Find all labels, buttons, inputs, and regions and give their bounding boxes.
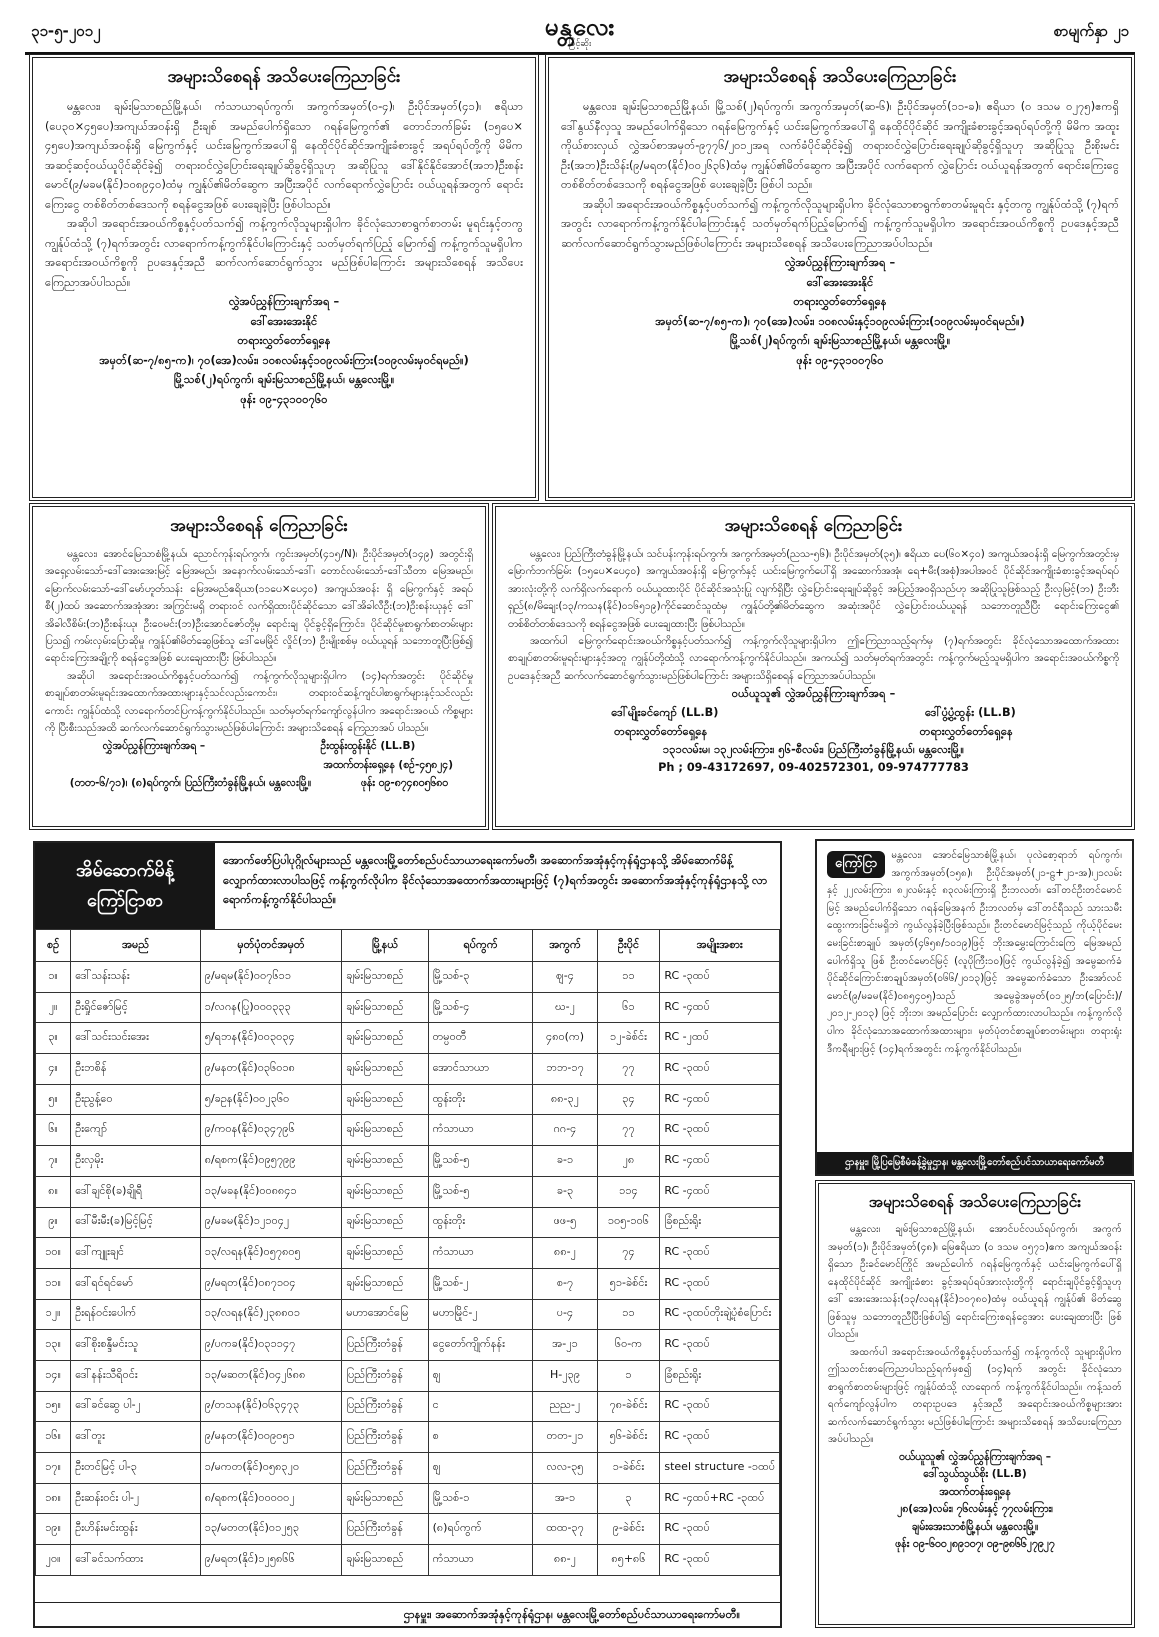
cell-name: ဦးဟိန်းမင်းထွန်း bbox=[71, 1514, 201, 1545]
cell-ward: တမ္ပဝတီ bbox=[428, 1023, 533, 1054]
cell-plot: ၄၈၀(က) bbox=[533, 1023, 597, 1054]
cell-nrc: ၈/ရစက(နိုင်)၀၀၀၀၀၂ bbox=[200, 1483, 341, 1514]
cell-name: ဒေါ်ခင်သက်ထား bbox=[71, 1545, 201, 1576]
table-row bbox=[36, 1483, 780, 1514]
cell-township: ချမ်းမြသာစည် bbox=[342, 1207, 428, 1238]
cell-name: ဒေါ်စိုးစန္ဒီမင်းသူ bbox=[71, 1330, 201, 1361]
cell-plot: တတ-၂၁ bbox=[533, 1422, 597, 1453]
cell-name: ဦးလှမိုး bbox=[71, 1146, 201, 1177]
notice-1-sig-line-1: လွှဲအပ်ညွှန်ကြားချက်အရ – bbox=[228, 295, 340, 308]
cell-plot: ဃ-၂ bbox=[533, 992, 597, 1023]
cell-plot: လလ-၃၅ bbox=[533, 1453, 597, 1484]
cell-no: ၁၆။ bbox=[36, 1422, 71, 1453]
cell-nrc: ၅/ခဥန(နိုင်)၀၀၂၃၆၀ bbox=[200, 1084, 341, 1115]
cell-type: RC -၄ထပ် bbox=[660, 1146, 780, 1177]
cell-name: ဒေါ်ရင်ရင်မော် bbox=[71, 1268, 201, 1299]
table-row bbox=[36, 962, 780, 993]
notice-4-phone: Ph ; 09-43172697, 09-402572301, 09-974777783 bbox=[658, 761, 969, 775]
cell-name: ဒေါ်သင်းသင်းအေး bbox=[71, 1023, 201, 1054]
cell-no: ၂၀။ bbox=[36, 1545, 71, 1576]
cell-ward: ထွန်းတိုး bbox=[428, 1207, 533, 1238]
notice-1 bbox=[29, 54, 539, 501]
notice-1-sig-line-6: ဖုန်း ၀၉-၄၃၁၀၀၇၆၀ bbox=[240, 392, 328, 406]
cell-type: RC -၃ထပ် bbox=[660, 1115, 780, 1146]
table-row bbox=[36, 1330, 780, 1361]
cell-type: steel structure -၁ထပ် bbox=[660, 1453, 780, 1484]
table-row bbox=[36, 1238, 780, 1269]
cell-township: ချမ်းမြသာစည် bbox=[342, 1023, 428, 1054]
notice-2-sig-line-6: ဖုန်း ၀၉-၄၃၁၀၀၇၆၀ bbox=[796, 353, 884, 367]
cell-township: ချမ်းမြသာစည် bbox=[342, 962, 428, 993]
cell-township: ပြည်ကြီးတံခွန် bbox=[342, 1360, 428, 1391]
cell-township: ချမ်းမြသာစည် bbox=[342, 992, 428, 1023]
cell-holding: ၂၈ bbox=[597, 1146, 660, 1177]
notice-4-body-2: အထက်ပါ မြေကွက်ရောင်းအဝယ်ကိစ္စနှင့်ပတ်သက်၍ ကန့်ကွက်လိုသူများရှိပါက ဤကြေညာသည့်ရက်မှ (၇)ရက်အတွင်း ခိုင်လုံသောအထောက်အထား စာချုပ်စာတမ်းမူရင်းများနှင့်အတူ ကျွန်ုပ်တို့ထံသို့ လာရောက်ကန့်ကွက်နိုင်ပါသည်။ အကယ်၍ သတ်မှတ်ရက်အတွင်း ကန့်ကွက်မည့်သူမရှိပါက အရောင်းအဝယ်ကိစ္စကို ဥပဒေနှင့်အညီ ဆက်လက်ဆောင်ရွက်သွားမည်ဖြစ်ပါကြောင်း အများသိရှိစေရန် ကြေညာအပ်ပါသည်။ bbox=[508, 635, 1119, 682]
cell-holding: ၈၅+၈၆ bbox=[597, 1545, 660, 1576]
cell-no: ၄။ bbox=[36, 1054, 71, 1085]
cell-plot: ခ-၁ bbox=[533, 1146, 597, 1177]
notice-5 bbox=[815, 1180, 1135, 1628]
notice-4-body-1: မန္တလေး၊ ပြည်ကြီးတံခွန်မြို့နယ်၊ သင်ပန်းကုန်းရပ်ကွက်၊ အကွက်အမှတ်(ညသ-၅၆)၊ ဦးပိုင်အမှတ်(၃၅)၊ ဧရိယာ ပေ(၆၀×၄၀) အကျယ်အဝန်းရှိ မြေကွက်အတွင်းမှ မြောက်ဘက်ခြမ်း (၁၅ပေ×ပေ၄၀) အကျယ်အဝန်းရှိ မြေကွက်နှင့် ယင်းမြေကွက်ပေါ်ရှိ အဆောက်အအုံ၊ ရေ+မီး(အစုံ)အပါအဝင် ပိုင်ဆိုင်အကျိုးခံစားခွင့်အရပ်ရပ်အားလုံးတို့ကို လက်ရှိလက်ရောက် ဝယ်ယူထားပိုင် ပိုင်ဆိုင်အသုံးပြု လျက်ရှိပြီး လွှဲပြောင်းရေးချုပ်ဆိုခွင့် အပြည့်အဝရှိသည်ဟု အဆိုပြုသူဖြစ်သည့် ဦးလှမြင့်(ဘ) ဦးဘီးရှည်(၈/မိချေး(၁၃/ကသန(နိုင်)၀၁၆၅၁၉)ကိုင်ဆောင်သူထံမှ ကျွန်ုပ်တို့၏မိတ်ဆွေက အဆုံးအပိုင် လွှဲပြောင်းဝယ်ယူရန် သဘောတူညီပြီး ရောင်းကြေးငွေ၏ တစ်စိတ်တစ်ဒေသကို စရန်ငွေအဖြစ် ပေးချေထားပြီး ဖြစ်ပါသည်။ bbox=[508, 548, 1119, 630]
cell-nrc: ၁၃/လရန(နိုင်)၂၃၈၈၀၁ bbox=[200, 1299, 341, 1330]
cell-name: ဦးညွန့်ဝေ bbox=[71, 1084, 201, 1115]
logo-main: မန္တလေး bbox=[544, 12, 616, 41]
notice-1-title: အများသိစေရန် အသိပေးကြေညာခြင်း bbox=[167, 67, 401, 87]
cell-name: ဒေါ်ခင်ဆွေ ပါ-၂ bbox=[71, 1391, 201, 1422]
building-permit-label-line-2: ကြော်ငြာစာ bbox=[86, 890, 164, 911]
cell-holding: ၁၁ bbox=[597, 962, 660, 993]
cell-no: ၁၁။ bbox=[36, 1268, 71, 1299]
cell-no: ၁၈။ bbox=[36, 1483, 71, 1514]
cell-no: ၁၉။ bbox=[36, 1514, 71, 1545]
notice-3-sig-name: ဦးထွန်းထွန်းနိုင် (LL.B) bbox=[320, 740, 416, 753]
cell-plot: ၈၈-၃၂ bbox=[533, 1084, 597, 1115]
col-header-type: အမျိုးအစား bbox=[660, 930, 780, 962]
cell-nrc: ၁/လဂန(ပြု)၀၀၀၃၃၃ bbox=[200, 992, 341, 1023]
cell-name: ဦးရှိုင်ဇော်မြင့် bbox=[71, 992, 201, 1023]
building-permit-intro: အောက်ဖော်ပြပါပုဂ္ဂိုလ်များသည် မန္တလေးမြို့တော်စည်ပင်သာယာရေးကော်မတီ၊ အဆောက်အအုံနှင့်ကုန်ရုံဌာနသို့ အိမ်ဆောက်မိန့် လျှောက်ထားလာပါသဖြင့် ကန့်ကွက်လိုပါက ခိုင်လုံသောအထောက်အထားများဖြင့် (၇)ရက်အတွင်း အဆောက်အအုံနှင့်ကုန်ရုံဌာနသို့ လာရောက်ကန့်ကွက်နိုင်ပါသည်။ bbox=[223, 854, 768, 906]
cell-nrc: ၉/မရမ(နိုင်)၀၀၇၆၁၁ bbox=[200, 962, 341, 993]
notice-4 bbox=[492, 503, 1135, 830]
cell-no: ၈။ bbox=[36, 1176, 71, 1207]
col-header-no: စဉ် bbox=[36, 930, 71, 962]
cell-ward: ထွန်းတိုး bbox=[428, 1084, 533, 1115]
cell-nrc: ၉/မနတ(နိုင်)၀၀၉၀၅၁ bbox=[200, 1422, 341, 1453]
cell-holding: ၆၀-က bbox=[597, 1330, 660, 1361]
notice-5-sig-line-2: ဒေါ်သွယ်သွယ်စိုး (LL.B) bbox=[923, 1468, 1027, 1480]
cell-holding: ၇၄ bbox=[597, 1238, 660, 1269]
cell-type: RC -၃ထပ် bbox=[660, 1238, 780, 1269]
cell-no: ၁၅။ bbox=[36, 1391, 71, 1422]
cell-no: ၅။ bbox=[36, 1084, 71, 1115]
cell-name: ဒေါ်မီးမီး(ခ)မြင့်မြင့် bbox=[71, 1207, 201, 1238]
building-permit-footer: ဌာနမှူး၊ အဆောက်အအုံနှင့်ကုန်ရုံဌာန၊ မန္တလေးမြို့တော်စည်ပင်သာယာရေးကော်မတီ။ bbox=[35, 1602, 780, 1626]
cell-type: RC -၃ထပ် bbox=[660, 962, 780, 993]
notice-5-sig-line-5: ချမ်းအေးသာစံမြို့နယ်၊ မန္တလေးမြို့။ bbox=[911, 1520, 1039, 1533]
cell-holding: ၁-ခဲစ်င်း bbox=[597, 1453, 660, 1484]
cell-no: ၂။ bbox=[36, 992, 71, 1023]
cell-township: ပြည်ကြီးတံခွန် bbox=[342, 1422, 428, 1453]
cell-no: ၁။ bbox=[36, 962, 71, 993]
notice-2-signature bbox=[561, 253, 1119, 370]
cell-type: RC -၃ထပ် bbox=[660, 1514, 780, 1545]
cell-township: ချမ်းမြသာစည် bbox=[342, 1238, 428, 1269]
cell-plot: ထထ-၃၇ bbox=[533, 1514, 597, 1545]
cell-holding: ၁ bbox=[597, 1360, 660, 1391]
cell-nrc: ၁/မကတ(နိုင်)၀၅၈၃၂၀ bbox=[200, 1453, 341, 1484]
notice-4-lawyer-1-name: ဒေါ်မျိုးခင်ကျော် (LL.B) bbox=[611, 706, 719, 720]
notice-1-signature bbox=[45, 292, 523, 409]
notice-3-title: အများသိစေရန် ကြေညာခြင်း bbox=[170, 516, 348, 536]
cell-nrc: ၅/ရဘန(နိုင်)၀၀၃၀၃၄ bbox=[200, 1023, 341, 1054]
notice-3-sig-phone: ဖုန်း ၀၉-၈၇၄၈၀၅၆၈၀ bbox=[360, 777, 449, 790]
notice-3-sig-address: (တတ-၆/၇၁)၊ (၈)ရပ်ကွက်၊ ပြည်ကြီးတံခွန်မြို့နယ်၊ မန္တလေးမြို့။ bbox=[69, 777, 312, 790]
notice-3-body-1: မန္တလေး၊ အောင်မြေသာစံမြို့နယ်၊ ညောင်ကုန်းရပ်ကွက်၊ ကွင်းအမှတ်(၄၁၅/N)၊ ဦးပိုင်အမှတ်(၁၄၉) အတွင်းရှိ အရှေ့လမ်းသော်-ဒေါ်အေးအေးမြင့် မြေအမည်၊ အနောက်လမ်းသော်-ဒေါ်၊ တောင်လမ်းသော်-ဒေါ်သီတာ မြေအမည်၊ မြောက်လမ်းသော်-ဒေါ်မော်ဟူတ်သန်း မြေအမည်ဧရိယာ(၁၁ပေ×ပေ၄၀) အကျယ်အဝန်း ရှိ မြေကွက်နှင့် အရပ်စီ(၂)ထပ် အဆောက်အအုံအား အကြွင်းမရှိ တရားဝင် လက်ရှိထားပိုင်ဆိုင်သော ဒေါ်အိခါလီဦး(ဘ)ဦးစန်းယုနှင့် ဒေါ်အိခါလီစိမ်း(ဘ)ဦးစန်းယု၊ ဦးဝေမင်း(ဘ)ဦးအောင်ဇော်တို့မှ ရောင်းချ ပိုင်ခွင့်ရှိကြောင်း၊ ပိုင်ဆိုင်မှုစာရွက်စာတမ်းများပြသ၍ ကမ်းလှမ်းပြောဆိုမှု ကျွန်ုပ်၏မိတ်ဆွေဖြစ်သူ ဒေါ်မေမြိုင် လှိုင်(ဘ) ဦးမျိုးစစ်မှ ဝယ်ယူရန် သဘောတူပြီးဖြစ်၍ ရောင်းကြေးအချို့ကို စရန်ငွေအဖြစ် ပေးချေထားပြီး ဖြစ်ပါသည်။ bbox=[45, 548, 473, 665]
cell-nrc: ၁၃/မခန(နိုင်)၀၀၈၈၄၁ bbox=[200, 1176, 341, 1207]
cell-holding: ၇၇ bbox=[597, 1115, 660, 1146]
notice-4-sig-instruction: ဝယ်ယူသူ၏ လွှဲအပ်ညွှန်ကြားချက်အရ – bbox=[731, 687, 896, 701]
table-row bbox=[36, 1422, 780, 1453]
cell-ward: ကံသာယာ bbox=[428, 1238, 533, 1269]
cell-type: RC -၄ထပ်+RC -၃ထပ် bbox=[660, 1483, 780, 1514]
side-advertisement-text: မန္တလေး၊ အောင်မြေသာစံမြို့နယ်၊ ပုလဲစော့ရာဘ် ရပ်ကွက်၊ အကွက်အမှတ်(၁၅၈)၊ ဦးပိုင်အမှတ်(၂၁-ဠ+၂၁-အ)၊၂၁လမ်းနှင့် ၂၂လမ်းကြား၊ ၈၂လမ်းနှင့် ၈၃လမ်းကြားရှိ ဦးဘလတ်၊ ဒေါ်တင်ဦးတင်မောင်မြင့် အမည်ပေါက်ရှိသော ဂရန်မြေအနက် ဦးဘလတ်မှ ဒေါ်တင်ရီသည် သားသမီး ထွေးကားခြင်းမရှိဘဲ ကွယ်လွန်ခဲ့ပြီးဖြစ်သည်။ ဦးတင်မောင်မြင့်သည် ကိုယ့်ပိုင်မေးမေးခြင်းစာချုပ် အမှတ်(၄၆၅၈/၁၀၁၉)ဖြင့် ဘိုးအမွှေးကြောင်းကြေ မြေအမည်ပေါက်ရှိသူ ဖြစ် ဦးတင်မောင်မြင့် (လူပိုကြီး၁၀)ဖြင့် ကွယ်လွန်ခဲ့၍ အမွေဆက်ခံပိုင်ဆိုင်ကြောင်းစာချုပ်အမှတ်(၀၆၆/၂၀၁၃)ဖြင့် အမွေဆက်ခံသော ဦးအော်လင်မောင်(၉/မခမ(နိုင်)၀၈၅၄၀၅)သည် အမွေခွဲအမှတ်(၀၁၂၅/ဘ(ပြောင်း)/၂၀၁၂-၂၀၁၃) ဖြင့် ဘိုးဘ၊ အမည်ပြောင်း လျှောက်ထားလာပါသည်။ ကန့်ကွက်လိုပါက ခိုင်လုံသောအထောက်အထားများ၊ မှတ်ပုံတင်စာချုပ်စာတမ်းများ၊ တရားရုံး ဒီကရီများဖြင့် (၁၄)ရက်အတွင်း ကန့်ကွက်နိုင်ပါသည်။ bbox=[827, 850, 1122, 1055]
cell-nrc: ၉/ပကခ(နိုင်)၀၃၁၁၄၇ bbox=[200, 1330, 341, 1361]
cell-type: ခြံစည်းရိုး bbox=[660, 1360, 780, 1391]
cell-nrc: ၉/မခမ(နိုင်)၁၂၁၀၄၂ bbox=[200, 1207, 341, 1238]
notice-5-title: အများသိစေရန် အသိပေးကြေညာခြင်း bbox=[868, 1193, 1082, 1211]
cell-type: RC -၃ထပ် bbox=[660, 1268, 780, 1299]
newspaper-logo bbox=[525, 14, 635, 48]
cell-holding: ၇၈-ခဲစ်င်း bbox=[597, 1391, 660, 1422]
cell-no: ၁၀။ bbox=[36, 1238, 71, 1269]
notice-4-lawyer-2-name: ဒေါ်ပွံ့ပွံ့ထွန်း (LL.B) bbox=[924, 706, 1016, 720]
cell-nrc: ၉/မရတ(နိုင်)၁၂၅၈၆၆ bbox=[200, 1545, 341, 1576]
cell-ward: အောင်သာယာ bbox=[428, 1054, 533, 1085]
cell-plot: ဂဂ-၄ bbox=[533, 1115, 597, 1146]
notice-2-sig-line-4: အမှတ်(ဆ-၇/၈၅-က)၊ ၇၀(အေ)လမ်း၊ ၁၀၈လမ်းနှင့်၁၀၉လမ်းကြား(၁၀၉လမ်းမှဝင်ရမည်။) bbox=[655, 314, 1025, 328]
cell-name: ဒေါ်ချင်စို(ခ)ချိုရီ bbox=[71, 1176, 201, 1207]
notice-4-lawyer-1-title: တရားလွှတ်တော်ရှေ့နေ bbox=[614, 725, 708, 739]
col-header-holding: ဦးပိုင် bbox=[597, 930, 660, 962]
cell-nrc: ၉/မရတ(နိုင်)၀၈၇၁၀၄ bbox=[200, 1268, 341, 1299]
table-row bbox=[36, 1115, 780, 1146]
cell-nrc: ၉/မနတ(နိုင်)၀၃၆၀၁၈ bbox=[200, 1054, 341, 1085]
cell-township: ပြည်ကြီးတံခွန် bbox=[342, 1330, 428, 1361]
logo-sub: မြင့်ဆိုး bbox=[568, 39, 592, 49]
cell-holding: ၁၁ bbox=[597, 1299, 660, 1330]
table-row bbox=[36, 992, 780, 1023]
table-row bbox=[36, 1084, 780, 1115]
cell-plot: ဖဖ-၅ bbox=[533, 1207, 597, 1238]
notice-3-sig-title: အထက်တန်းရှေ့နေ (စဉ်-၄၅၈၂၄) bbox=[323, 759, 453, 772]
cell-township: ချမ်းမြသာစည် bbox=[342, 1146, 428, 1177]
cell-township: ချမ်းမြသာစည် bbox=[342, 1545, 428, 1576]
cell-plot: စ-၇ bbox=[533, 1268, 597, 1299]
cell-township: ချမ်းမြသာစည် bbox=[342, 1115, 428, 1146]
cell-type: RC -၃ထပ် bbox=[660, 1054, 780, 1085]
cell-ward: စ bbox=[428, 1422, 533, 1453]
cell-type: RC -၃ထပ် bbox=[660, 1545, 780, 1576]
cell-ward: မြို့သစ်-၅ bbox=[428, 1146, 533, 1177]
cell-ward: မြို့သစ်-၅ bbox=[428, 1176, 533, 1207]
cell-plot: ပ-၄ bbox=[533, 1299, 597, 1330]
cell-no: ၁၇။ bbox=[36, 1453, 71, 1484]
cell-township: ချမ်းမြသာစည် bbox=[342, 1483, 428, 1514]
cell-nrc: ၈/ရစက(နိုင်)၀၉၅၇၉၉ bbox=[200, 1146, 341, 1177]
cell-plot: ဘဘ-၁၇ bbox=[533, 1054, 597, 1085]
table-row bbox=[36, 1545, 780, 1576]
notice-5-signature bbox=[828, 1449, 1122, 1554]
cell-nrc: ၁၃/မတတ(နိုင်)၀၁၂၅၃ bbox=[200, 1514, 341, 1545]
cell-type: RC -၄ထပ် bbox=[660, 1176, 780, 1207]
notice-4-lawyers-names bbox=[508, 703, 1119, 722]
table-row bbox=[36, 1146, 780, 1177]
cell-plot: H-၂၃၉ bbox=[533, 1360, 597, 1391]
cell-name: ဦးဆန်းဝင်း ပါ-၂ bbox=[71, 1483, 201, 1514]
notice-3-signature-row-2 bbox=[45, 774, 473, 793]
notice-2-body-1: မန္တလေး၊ ချမ်းမြသာစည်မြို့နယ်၊ မြို့သစ်(၂)ရပ်ကွက်၊ အကွက်အမှတ်(ဆ-၆)၊ ဦးပိုင်အမှတ်(၁၁-ခ)၊ ဧရိယာ (၀ ဒသမ ၀၂၇၅)ဧကရှိ ဒေါ်နွယ်နီလှသူ အမည်ပေါက်ရှိသော ဂရန်မြေကွက်နှင့် ယင်းမြေကွက်အပေါ်ရှိ နေထိုင်ပိုင်ဆိုင် အကျိုးခံစားခွင့်အရပ်ရပ်တို့ကို မိမိက အထူးကိုယ်စားလှယ် လွှဲအပ်စာအမှတ်-၉၇၇၆/၂၀၁၂အရ လက်ခံပိုင်ဆိုင်ခဲ့၍ တရားဝင်လွှဲပြောင်းရေးချုပ်ဆိုခွင့်ရှိသူဟု အဆိုပြုသူ ဦးစိုးမင်းဦး(အဘ)ဦးသိန်း(၉/မရတ(နိုင်)၀၀၂၆၃၆)ထံမှ ကျွန်ုပ်၏မိတ်ဆွေက အပြီးအပိုင် လက်ရောက် လွှဲပြောင်း ဝယ်ယူရန်အတွက် ရောင်းကြေးငွေ တစ်စိတ်တစ်ဒေသကို စရန်ငွေအဖြစ် ပေးချေခဲ့ပြီး ဖြစ်ပါ သည်။ bbox=[561, 100, 1119, 191]
issue-date: ၃၁-၅-၂၀၁၂ bbox=[31, 22, 101, 40]
building-permit-label bbox=[35, 843, 215, 929]
notice-5-sig-line-3: အထက်တန်းရှေ့နေ bbox=[939, 1485, 1011, 1498]
cell-name: ဒေါ်ကျူးချင် bbox=[71, 1238, 201, 1269]
cell-township: ပြည်ကြီးတံခွန် bbox=[342, 1453, 428, 1484]
cell-holding: ၅၁-ခဲစ်င်း bbox=[597, 1268, 660, 1299]
cell-township: ချမ်းမြသာစည် bbox=[342, 1268, 428, 1299]
cell-no: ၁၃။ bbox=[36, 1330, 71, 1361]
building-permit-label-line-1: အိမ်ဆောက်မိန့် bbox=[76, 860, 174, 881]
cell-ward: မြို့သစ်-၂ bbox=[428, 1268, 533, 1299]
cell-nrc: ၁၃/မဆတ(နိုင်)၀၄၂၆၈၈ bbox=[200, 1360, 341, 1391]
cell-holding: ၁၁၄ bbox=[597, 1176, 660, 1207]
notice-2-title: အများသိစေရန် အသိပေးကြေညာခြင်း bbox=[723, 67, 957, 87]
notice-2-body-2: အဆိုပါ အရောင်းအဝယ်ကိစ္စနှင့်ပတ်သက်၍ ကန့်ကွက်လိုသူများရှိပါက ခိုင်လုံသောစာရွက်စာတမ်းမူရင်း နှင့်တကွ ကျွန်ုပ်ထံသို့ (၇)ရက်အတွင်း လာရောက်ကန့်ကွက်နိုင်ပါကြောင်းနှင့် သတ်မှတ်ရက်ပြည့်မြောက်၍ ကန့်ကွက်သူမရှိပါက အရောင်းအဝယ်ကိစ္စကို ဥပဒေနှင့်အညီ ဆက်လက်ဆောင်ရွက်သွားမည်ဖြစ်ပါကြောင်း အများသိစေရန် အသိပေးကြေညာအပ်ပါသည်။ bbox=[561, 197, 1119, 250]
notice-4-address: ၁၃၁လမ်းမ၊ ၁၃၂လမ်းကြား၊ ၅၆-စီလမ်း၊ ပြည်ကြီးတံခွန်မြို့နယ်၊ မန္တလေးမြို့။ bbox=[662, 743, 965, 757]
cell-ward: ဈ bbox=[428, 1453, 533, 1484]
notice-1-body-2: အဆိုပါ အရောင်းအဝယ်ကိစ္စနှင့်ပတ်သက်၍ ကန့်ကွက်လိုသူများရှိပါက ခိုင်လုံသောစာရွက်စာတမ်း မူရင်းနှင့်တကွ ကျွန်ုပ်ထံသို့ (၇)ရက်အတွင်း လာရောက်ကန့်ကွက်နိုင်ပါကြောင်းနှင့် သတ်မှတ်ရက်ပြည့် မြောက်၍ ကန့်ကွက်သူမရှိပါက အရောင်းအဝယ်ကိစ္စကို ဥပဒေနှင့်အညီ ဆက်လက်ဆောင်ရွက်သွား မည်ဖြစ်ပါကြောင်း အများသိစေရန် အသိပေးကြေညာအပ်ပါသည်။ bbox=[45, 217, 523, 289]
notice-5-sig-line-4: ၂၈(အေ)လမ်း၊ ၇၆လမ်းနှင့် ၇၇လမ်းကြား၊ bbox=[897, 1503, 1053, 1515]
notice-1-sig-line-5: မြို့သစ်(၂)ရပ်ကွက်၊ ချမ်းမြသာစည်မြို့နယ်၊ မန္တလေးမြို့။ bbox=[173, 373, 395, 386]
cell-ward: မဟာမြိုင်-၂ bbox=[428, 1299, 533, 1330]
cell-plot: အ-၂၁ bbox=[533, 1330, 597, 1361]
cell-nrc: ၉/တသန(နိုင်)၀၆၃၄၇၃ bbox=[200, 1391, 341, 1422]
notice-4-lawyers-titles bbox=[508, 722, 1119, 741]
cell-nrc: ၉/ကဝန(နိုင်)၀၃၄၇၉၆ bbox=[200, 1115, 341, 1146]
cell-ward: (၈)ရပ်ကွက် bbox=[428, 1514, 533, 1545]
side-advertisement-footer: ဌာနမှူး၊ မြို့ပြမြေစီမံခန့်ခွဲမှုဌာန၊ မန္တလေးမြို့တော်စည်ပင်သာယာရေးကော်မတီ bbox=[817, 1152, 1132, 1174]
notice-2 bbox=[545, 54, 1135, 501]
cell-township: ချမ်းမြသာစည် bbox=[342, 1084, 428, 1115]
notice-5-sig-line-1: ဝယ်ယူသူ၏ လွှဲအပ်ညွှန်ကြားချက်အရ – bbox=[899, 1450, 1051, 1463]
table-row bbox=[36, 1268, 780, 1299]
notice-3-signature-row-1 bbox=[45, 737, 473, 756]
cell-ward: မြို့သစ်-၄ bbox=[428, 992, 533, 1023]
cell-plot: ၈၈-၂ bbox=[533, 1238, 597, 1269]
cell-type: RC -၃ထပ် bbox=[660, 1391, 780, 1422]
table-header-row bbox=[36, 930, 780, 962]
cell-type: RC -၄ထပ် bbox=[660, 1084, 780, 1115]
cell-ward: ဈ bbox=[428, 1360, 533, 1391]
cell-township: ပြည်ကြီးတံခွန် bbox=[342, 1514, 428, 1545]
cell-name: ဦးရန်ဝင်းပေါက် bbox=[71, 1299, 201, 1330]
cell-name: ဒေါ်တူး bbox=[71, 1422, 201, 1453]
building-permit-notice bbox=[33, 841, 782, 1628]
cell-plot: ၈၈-၂ bbox=[533, 1545, 597, 1576]
cell-type: RC -၂ထပ် bbox=[660, 1023, 780, 1054]
notice-4-lawyer-2-title: တရားလွှတ်တော်ရှေ့နေ bbox=[919, 725, 1013, 739]
cell-name: ဦးတင်မြင့် ပါ-၃ bbox=[71, 1453, 201, 1484]
notice-2-sig-line-3: တရားလွှတ်တော်ရှေ့နေ bbox=[793, 295, 887, 308]
notice-5-sig-line-6: ဖုန်း ၀၉-၆၀၀၂၈၉၁၀၇၊ ၀၉-၉၈၆၆၂၇၉၂၇ bbox=[895, 1538, 1055, 1550]
cell-ward: မြို့သစ်-၃ bbox=[428, 962, 533, 993]
cell-holding: ၁၀၅-၁၀၆ bbox=[597, 1207, 660, 1238]
cell-nrc: ၁၃/လရန(နိုင်)၀၅၇၈၀၅ bbox=[200, 1238, 341, 1269]
table-row bbox=[36, 1207, 780, 1238]
cell-no: ၁၂။ bbox=[36, 1299, 71, 1330]
cell-holding: ၃ bbox=[597, 1483, 660, 1514]
notice-1-sig-line-2: ဒေါ်အေးအေးနိုင် bbox=[250, 314, 318, 328]
cell-holding: ၃၄ bbox=[597, 1084, 660, 1115]
cell-type: RC -၃ထပ် bbox=[660, 1330, 780, 1361]
notice-3-body-2: အဆိုပါ အရောင်းအဝယ်ကိစ္စနှင့်ပတ်သက်၍ ကန့်ကွက်လိုသူများရှိပါက (၁၄)ရက်အတွင်း ပိုင်ဆိုင်မှု စာချုပ်စာတမ်းမူရင်းအထောက်အထားများနှင့်သင်လည်းကောင်း၊ တရားဝင်ဆန့်ကျင်ပါစာရွက်များနှင့်သင်လည်း ကောင်း ကျွန်ုပ်ထံသို့ လာရောက်တင်ပြကန့်ကွက်နိုင်ပါသည်။ သတ်မှတ်ရက်ကျော်လွန်ပါက အရောင်းအဝယ် ကိစ္စများကို ပြီးစီးသည်အထိ ဆက်လက်ဆောင်ရွက်သွားမည်ဖြစ်ပါကြောင်း အများသိစေရန် ကြေညာအပ် ပါသည်။ bbox=[45, 669, 473, 735]
col-header-plot: အကွက် bbox=[533, 930, 597, 962]
notice-2-sig-line-5: မြို့သစ်(၂)ရပ်ကွက်၊ ချမ်းမြသာစည်မြို့နယ်၊ မန္တလေးမြို့။ bbox=[729, 334, 951, 347]
notice-5-body-2: အထက်ပါ အရောင်းအဝယ်ကိစ္စနှင့်ပတ်သက်၍ ကန့်ကွက်လို သူများရှိပါက ဤသတင်းစာကြေညာပါသည့်ရက်မှစ၍ (၁၄)ရက် အတွင်း ခိုင်လုံသောစာရွက်စာတမ်းများဖြင့် ကျွန်ုပ်ထံသို့ လာရောက် ကန့်ကွက်နိုင်ပါသည်။ ကန့်သတ်ရက်ကျော်လွန်ပါက တရားဥပဒေ နှင့်အညီ အရောင်းအဝယ်ကိစ္စများအား ဆက်လက်ဆောင်ရွက်သွား မည်ဖြစ်ပါကြောင်း အများသိစေရန် အသိပေးကြေညာအပ်ပါသည်။ bbox=[828, 1346, 1122, 1445]
cell-type: RC -၃ထပ် bbox=[660, 1422, 780, 1453]
notice-3 bbox=[29, 503, 489, 830]
cell-township: ပြည်ကြီးတံခွန် bbox=[342, 1391, 428, 1422]
notice-1-sig-line-4: အမှတ်(ဆ-၇/၈၅-က)၊ ၇၀(အေ)လမ်း၊ ၁၀၈လမ်းနှင့်၁၀၉လမ်းကြား(၁၀၉လမ်းမှဝင်ရမည်။) bbox=[99, 353, 469, 367]
cell-no: ၉။ bbox=[36, 1207, 71, 1238]
cell-no: ၃။ bbox=[36, 1023, 71, 1054]
cell-holding: ၇၇ bbox=[597, 1054, 660, 1085]
cell-township: မဟာအောင်မြေ bbox=[342, 1299, 428, 1330]
notice-2-sig-line-2: ဒေါ်အေးအေးနိုင် bbox=[806, 275, 874, 289]
side-advertisement bbox=[815, 839, 1134, 1176]
cell-ward: ငွေတော်ကျိုက်နန်း bbox=[428, 1330, 533, 1361]
building-permit-rows bbox=[36, 962, 780, 1576]
cell-holding: ၉-ခဲစ်င်း bbox=[597, 1514, 660, 1545]
page-header bbox=[25, 14, 1135, 48]
advertisement-badge: ကြော်ငြာ bbox=[827, 851, 885, 878]
cell-name: ဒေါ်နန်းသီရိဝင်း bbox=[71, 1360, 201, 1391]
cell-township: ချမ်းမြသာစည် bbox=[342, 1176, 428, 1207]
col-header-name: အမည် bbox=[71, 930, 201, 962]
cell-ward: ကံသာယာ bbox=[428, 1545, 533, 1576]
table-row bbox=[36, 1514, 780, 1545]
cell-plot: ညည-၂ bbox=[533, 1391, 597, 1422]
cell-type: RC -၄ထပ် bbox=[660, 992, 780, 1023]
cell-holding: ၅၆-ခဲစ်င်း bbox=[597, 1422, 660, 1453]
table-row bbox=[36, 1023, 780, 1054]
building-permit-header bbox=[35, 843, 780, 930]
cell-plot: ခ-၃ bbox=[533, 1176, 597, 1207]
table-row bbox=[36, 1054, 780, 1085]
table-row bbox=[36, 1299, 780, 1330]
cell-no: ၆။ bbox=[36, 1115, 71, 1146]
notice-2-sig-line-1: လွှဲအပ်ညွှန်ကြားချက်အရ – bbox=[784, 256, 896, 269]
cell-plot: အ-၁ bbox=[533, 1483, 597, 1514]
cell-ward: မြို့သစ်-၁ bbox=[428, 1483, 533, 1514]
cell-ward: င bbox=[428, 1391, 533, 1422]
notice-1-sig-line-3: တရားလွှတ်တော်ရှေ့နေ bbox=[237, 334, 331, 347]
table-row bbox=[36, 1176, 780, 1207]
cell-township: ချမ်းမြသာစည် bbox=[342, 1054, 428, 1085]
page-number: စာမျက်နှာ ၂၁ bbox=[1053, 22, 1129, 40]
cell-type: ခြံစည်းရိုး bbox=[660, 1207, 780, 1238]
col-header-nrc: မှတ်ပုံတင်အမှတ် bbox=[200, 930, 341, 962]
table-row bbox=[36, 1391, 780, 1422]
cell-name: ဦးဘစိန် bbox=[71, 1054, 201, 1085]
cell-ward: ကံသာယာ bbox=[428, 1115, 533, 1146]
table-row bbox=[36, 1453, 780, 1484]
cell-name: ဒေါ်သန်းသန်း bbox=[71, 962, 201, 993]
cell-plot: ဈ-၄ bbox=[533, 962, 597, 993]
cell-holding: ၁၂-ခဲစ်င်း bbox=[597, 1023, 660, 1054]
cell-holding: ၆၁ bbox=[597, 992, 660, 1023]
notice-5-body-1: မန္တလေး၊ ချမ်းမြသာစည်မြို့နယ်၊ အောင်ပင်လယ်ရပ်ကွက်၊ အကွက်အမှတ်(၁)၊ ဦးပိုင်အမှတ်(၄၈)၊ မြေဧရိယာ (၀ ဒသမ ၀၅၇၁)ဧက အကျယ်အဝန်းရှိသော ဦးခင်မောင်ကြိုင် အမည်ပေါက် ဂရန်မြေကွက်နှင့် ယင်းမြေကွက်ပေါ်ရှိ နေထိုင်ပိုင်ဆိုင် အကျိုးခံစား ခွင့်အရပ်ရပ်အားလုံးတို့ကို ရောင်းချပိုင်ခွင့်ရှိသူဟု ဒေါ် အေးအေးသန်း(၁၃/လရန(နိုင်)၁၀၇၈၀)ထံမှ ဝယ်ယူရန် ကျွန်ုပ်၏ မိတ်ဆွေဖြစ်သူမှ သဘောတူညီပြီးဖြစ်ပါ၍ ရောင်းကြေးစရန်ငွေအား ပေးချေထားပြီး ဖြစ်ပါသည်။ bbox=[828, 1224, 1122, 1340]
cell-type: RC -၃ထပ်တိုးချဲ့ပုံစံပြောင်း bbox=[660, 1299, 780, 1330]
table-row bbox=[36, 1360, 780, 1391]
cell-name: ဦးကျော် bbox=[71, 1115, 201, 1146]
col-header-township: မြို့နယ် bbox=[342, 930, 428, 962]
cell-no: ၁၄။ bbox=[36, 1360, 71, 1391]
notice-4-title: အများသိစေရန် ကြေညာခြင်း bbox=[724, 516, 903, 536]
notice-3-sig-instruction: လွှဲအပ်ညွှန်ကြားချက်အရ – bbox=[102, 740, 206, 753]
col-header-ward: ရပ်ကွက် bbox=[428, 930, 533, 962]
building-permit-table bbox=[35, 929, 780, 1576]
notice-1-body-1: မန္တလေး၊ ချမ်းမြသာစည်မြို့နယ်၊ ကံသာယာရပ်ကွက်၊ အကွက်အမှတ်(၀-၄)၊ ဦးပိုင်အမှတ်(၄၁)၊ ဧရိယာ (ပေ၃၀×၄၅ပေ)အကျယ်အဝန်းရှိ ဦးချစ် အမည်ပေါက်ရှိသော ဂရန်မြေကွက်၏ တောင်ဘက်ခြမ်း (၁၅ပေ× ၄၅ပေ)အကျယ်အဝန်းရှိ မြေကွက်နှင့် ယင်းမြေကွက်အပေါ်ရှိ နေထိုင်ပိုင်ဆိုင်အကျိုးခံစားခွင့် အရပ်ရပ်တို့ကို မိမိက အဆင့်ဆင့်ဝယ်ယူပိုင်ဆိုင်ခဲ့၍ တရားဝင်လွှဲပြောင်းရေးချုပ်ဆိုခွင့်ရှိသူဟု အဆိုပြုသူ ဒေါ်နိုင်နိုင်အောင်(အဘ)ဦးစန်းမောင်(၉/မခမ(နိုင်)၁၀၈၉၄၀)ထံမှ ကျွန်ုပ်၏မိတ်ဆွေက အပြီးအပိုင် လက်ရောက်လွှဲပြောင်း ဝယ်ယူရန်အတွက် ရောင်းကြေးငွေ တစ်စိတ်တစ်ဒေသကို စရန်ငွေအဖြစ် ပေးချေခဲ့ပြီး ဖြစ်ပါသည်။ bbox=[45, 100, 523, 211]
cell-no: ၇။ bbox=[36, 1146, 71, 1177]
